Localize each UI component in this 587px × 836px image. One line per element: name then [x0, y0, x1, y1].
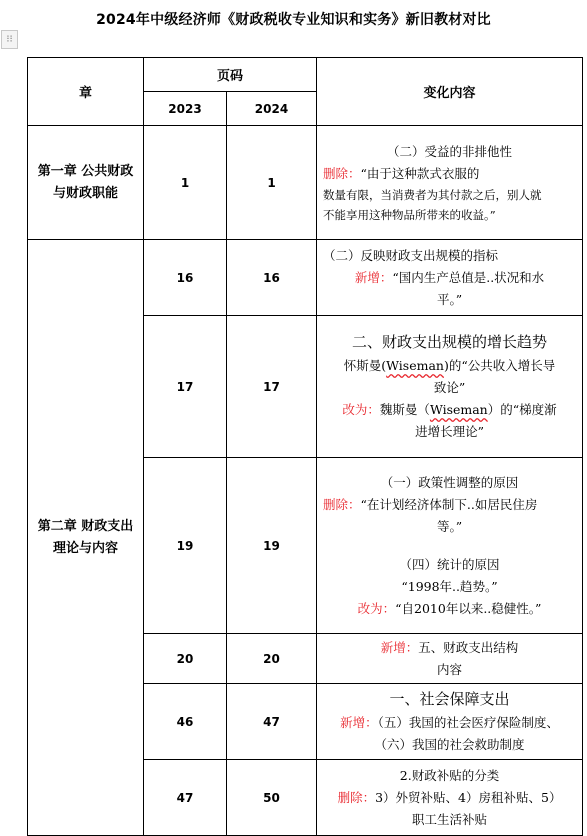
add-tag: 新增： — [340, 715, 378, 730]
modify-tag: 改为： — [357, 600, 396, 616]
delete-tag: 删除： — [323, 165, 361, 181]
move-handle-icon[interactable]: ⁝⁝ — [1, 30, 18, 49]
spacer — [317, 538, 582, 554]
page-2024-cell: 50 — [227, 760, 317, 836]
comparison-table — [27, 57, 583, 836]
change-cell — [317, 458, 583, 634]
change-line: 数量有限，当消费者为其付款之后，别人就 — [323, 187, 542, 202]
change-cell — [317, 684, 583, 760]
change-line: “1998年..趋势。” — [401, 578, 498, 594]
page-2024-cell: 20 — [227, 634, 317, 684]
chapter-cell: 第二章 财政支出理论与内容 — [28, 240, 144, 836]
change-line: 职工生活补贴 — [412, 811, 488, 827]
page-2023-cell: 46 — [144, 684, 227, 760]
change-line: 致论” — [433, 380, 466, 395]
page-2024-cell: 17 — [227, 316, 317, 458]
change-cell — [317, 316, 583, 458]
change-line: 二、财政支出规模的增长趋势 — [352, 333, 548, 351]
header-2024: 2024 — [227, 92, 317, 126]
change-text: 怀斯曼( — [343, 358, 387, 373]
change-line: （二）反映财政支出规模的指标 — [323, 247, 499, 263]
change-line: 平。” — [436, 291, 463, 307]
table-row — [28, 240, 583, 316]
page-2024-cell: 1 — [227, 126, 317, 240]
change-line: 等。” — [436, 518, 463, 534]
change-line: 一、社会保障支出 — [389, 690, 510, 708]
change-line: 进增长理论” — [415, 424, 484, 439]
header-2023: 2023 — [144, 92, 227, 126]
change-line: 3）外贸补贴、4）房租补贴、5） — [375, 789, 562, 805]
change-line: 不能享用这种物品所带来的收益。” — [323, 207, 496, 222]
header-page-no: 页码 — [144, 58, 317, 92]
page-2023-cell: 16 — [144, 240, 227, 316]
change-cell — [317, 634, 583, 684]
chapter-cell: 第一章 公共财政与财政职能 — [28, 126, 144, 240]
change-line: 五、财政支出结构 — [418, 639, 519, 655]
change-text: )的“公共收入增长导 — [443, 358, 556, 373]
page-2023-cell: 17 — [144, 316, 227, 458]
page-2023-cell: 20 — [144, 634, 227, 684]
change-line: 2.财政补贴的分类 — [399, 767, 500, 783]
change-text: 魏斯曼（ — [379, 402, 430, 417]
modify-tag: 改为： — [342, 402, 380, 417]
page-2023-cell: 47 — [144, 760, 227, 836]
change-line: （四）统计的原因 — [399, 556, 500, 572]
page-2024-cell: 47 — [227, 684, 317, 760]
change-line: “自2010年以来..稳健性。” — [395, 600, 542, 616]
delete-tag: 删除： — [323, 496, 361, 512]
page-2024-cell: 16 — [227, 240, 317, 316]
document-title: 2024年中级经济师《财政税收专业知识和实务》新旧教材对比 — [96, 12, 491, 28]
table-row — [28, 126, 583, 240]
change-line: （六）我国的社会救助制度 — [374, 737, 525, 752]
delete-tag: 删除： — [337, 789, 376, 805]
add-tag: 新增： — [354, 269, 393, 285]
add-tag: 新增： — [380, 639, 419, 655]
page-2023-cell: 1 — [144, 126, 227, 240]
change-text: Wiseman — [386, 358, 444, 373]
header-chapter: 章 — [28, 58, 144, 126]
change-text: Wiseman — [429, 402, 488, 417]
change-line: 内容 — [437, 661, 463, 677]
page-2024-cell: 19 — [227, 458, 317, 634]
change-line: （五）我国的社会医疗保险制度、 — [377, 715, 559, 730]
page-2023-cell: 19 — [144, 458, 227, 634]
change-line: “由于这种款式衣服的 — [360, 165, 480, 181]
change-line: “在计划经济体制下..如居民住房 — [360, 496, 538, 512]
change-line: “国内生产总值是..状况和水 — [392, 269, 545, 285]
header-change: 变化内容 — [317, 58, 583, 126]
change-cell — [317, 760, 583, 836]
change-cell — [317, 126, 583, 240]
change-cell — [317, 240, 583, 316]
change-line: （二）受益的非排他性 — [387, 143, 513, 159]
change-line: （一）政策性调整的原因 — [380, 474, 519, 490]
change-text: ）的“梯度渐 — [487, 402, 557, 417]
